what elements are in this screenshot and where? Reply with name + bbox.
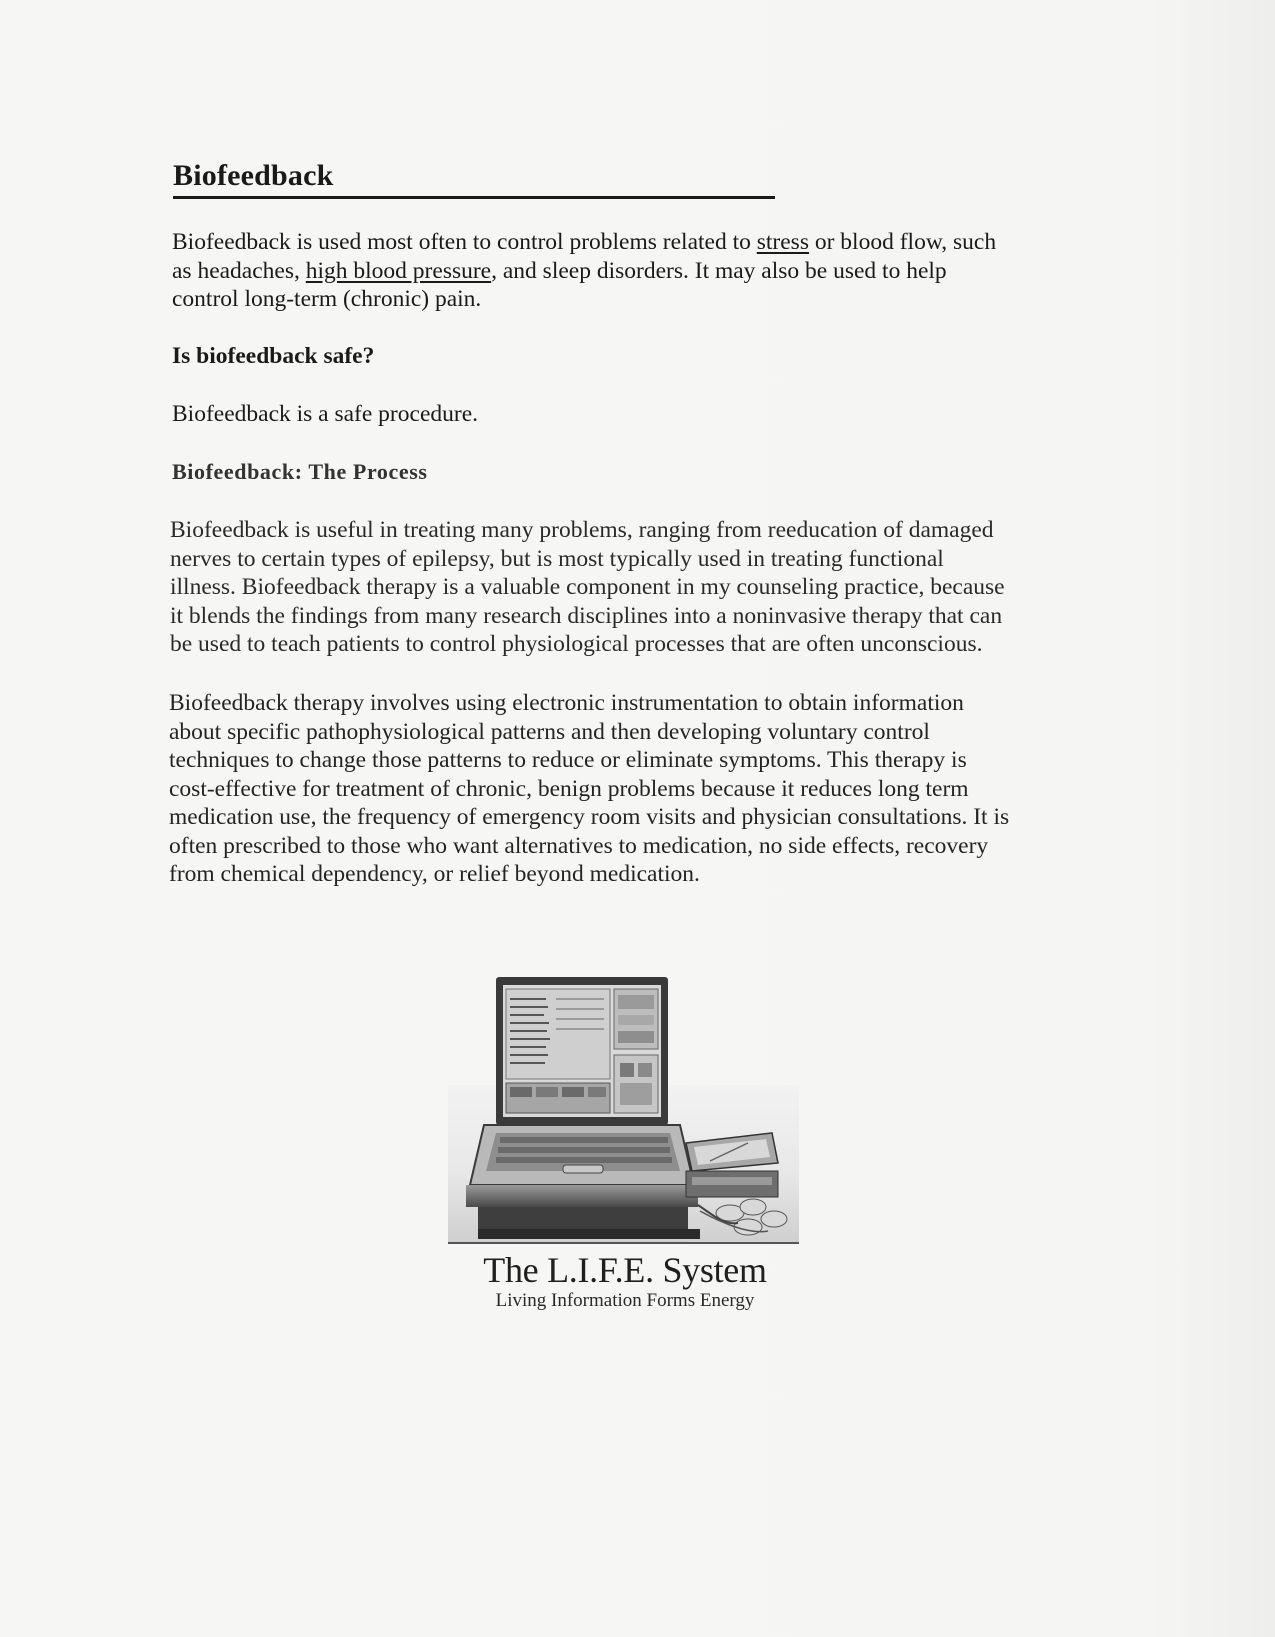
laptop-device-photo xyxy=(448,975,799,1245)
therapy-line: medication use, the frequency of emergency room visits and physician consultations. It is xyxy=(169,804,1010,830)
process-line: nerves to certain types of epilepsy, but is most typically used in treating functional xyxy=(170,545,944,572)
intro-text-4: , and sleep disorders. It may also be used to help xyxy=(491,257,947,284)
intro-paragraph xyxy=(172,228,1072,314)
process-line: Biofeedback is useful in treating many problems, ranging from reeducation of damaged xyxy=(170,517,994,543)
safety-paragraph: Biofeedback is a safe procedure. xyxy=(172,401,479,427)
therapy-line: from chemical dependency, or relief beyond medication. xyxy=(169,861,700,887)
figure-caption xyxy=(420,1248,830,1312)
therapy-line: techniques to change those patterns to reduce or eliminate symptoms. This therapy is xyxy=(169,747,967,773)
intro-text-2: or blood flow, such xyxy=(808,229,997,255)
therapy-line: cost-effective for treatment of chronic, benign problems because it reduces long term xyxy=(169,775,969,802)
therapy-line: often prescribed to those who want alternatives to medication, no side effects, recovery xyxy=(169,832,989,859)
therapy-line: about specific pathophysiological patterns and then developing voluntary control xyxy=(169,718,930,745)
intro-text-5: control long-term (chronic) pain. xyxy=(172,286,482,312)
process-line: be used to teach patients to control physiological processes that are often unconscious. xyxy=(170,631,983,657)
intro-text-1: Biofeedback is used most often to control problems related to xyxy=(172,229,757,255)
figure-caption-title: The L.I.F.E. System xyxy=(483,1250,767,1290)
page-title: Biofeedback xyxy=(173,158,775,199)
therapy-paragraph xyxy=(169,689,1069,889)
process-line: illness. Biofeedback therapy is a valuable component in my counseling practice, because xyxy=(170,574,1005,600)
process-heading: Biofeedback: The Process xyxy=(172,459,428,484)
intro-text-3: as headaches, xyxy=(172,257,306,284)
process-line: it blends the findings from many research disciplines into a noninvasive therapy that can xyxy=(170,602,1003,629)
process-paragraph xyxy=(170,516,1070,659)
figure-caption-subtitle: Living Information Forms Energy xyxy=(495,1290,755,1311)
safety-heading: Is biofeedback safe? xyxy=(172,343,375,369)
high-blood-pressure-link[interactable]: high blood pressure xyxy=(305,257,492,284)
stress-link[interactable]: stress xyxy=(756,229,809,255)
therapy-line: Biofeedback therapy involves using electronic instrumentation to obtain information xyxy=(169,690,964,716)
